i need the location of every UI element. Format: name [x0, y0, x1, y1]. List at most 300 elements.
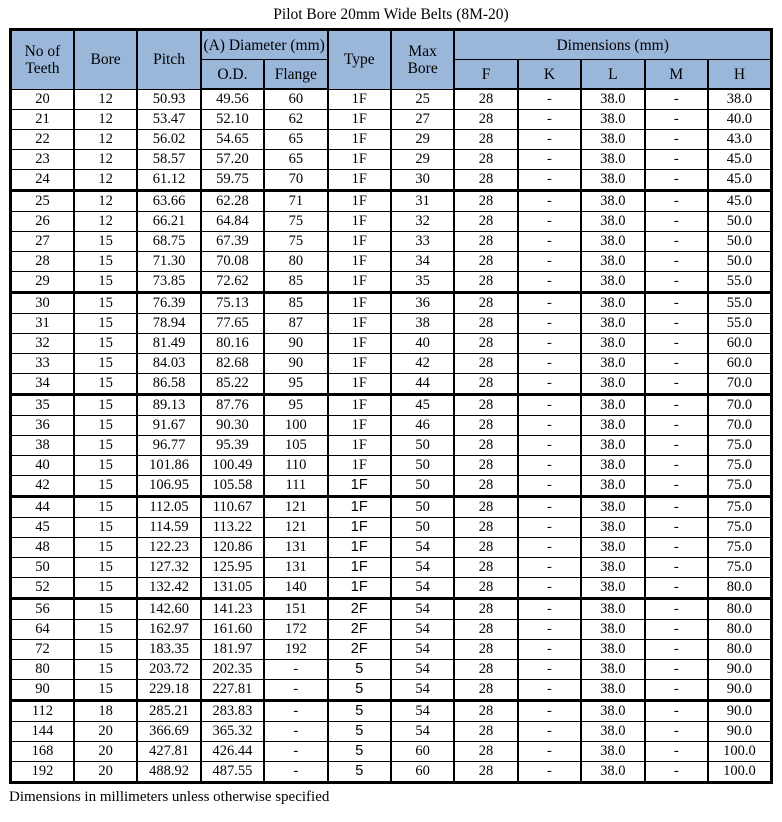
cell-m: -	[645, 374, 708, 395]
cell-pitch: 53.47	[137, 110, 200, 130]
cell-type: 1F	[328, 252, 391, 272]
cell-teeth: 42	[11, 476, 74, 497]
cell-k: -	[518, 314, 581, 334]
cell-l: 38.0	[581, 722, 644, 742]
cell-h: 50.0	[708, 212, 772, 232]
cell-pitch: 91.67	[137, 416, 200, 436]
cell-bore: 20	[74, 762, 137, 783]
cell-max_bore: 50	[391, 497, 454, 518]
cell-teeth: 48	[11, 538, 74, 558]
cell-flange: 85	[264, 293, 327, 314]
cell-k: -	[518, 497, 581, 518]
cell-od: 161.60	[201, 620, 264, 640]
cell-pitch: 101.86	[137, 456, 200, 476]
cell-max_bore: 31	[391, 191, 454, 212]
cell-flange: 121	[264, 497, 327, 518]
cell-od: 141.23	[201, 599, 264, 620]
cell-max_bore: 54	[391, 701, 454, 722]
cell-h: 75.0	[708, 518, 772, 538]
cell-flange: 111	[264, 476, 327, 497]
cell-flange: -	[264, 762, 327, 783]
cell-flange: 60	[264, 89, 327, 110]
cell-l: 38.0	[581, 497, 644, 518]
cell-pitch: 203.72	[137, 660, 200, 680]
cell-flange: 65	[264, 150, 327, 170]
table-row	[11, 334, 772, 354]
cell-h: 75.0	[708, 558, 772, 578]
cell-pitch: 50.93	[137, 89, 200, 110]
cell-f: 28	[454, 436, 517, 456]
cell-f: 28	[454, 640, 517, 660]
cell-m: -	[645, 620, 708, 640]
cell-type: 1F	[328, 578, 391, 599]
cell-k: -	[518, 599, 581, 620]
cell-bore: 15	[74, 456, 137, 476]
cell-type: 1F	[328, 170, 391, 191]
col-header-dim-m: M	[645, 60, 708, 90]
cell-max_bore: 50	[391, 436, 454, 456]
cell-l: 38.0	[581, 354, 644, 374]
cell-pitch: 84.03	[137, 354, 200, 374]
cell-flange: 140	[264, 578, 327, 599]
cell-teeth: 34	[11, 374, 74, 395]
cell-od: 54.65	[201, 130, 264, 150]
cell-l: 38.0	[581, 538, 644, 558]
cell-k: -	[518, 416, 581, 436]
cell-f: 28	[454, 232, 517, 252]
cell-max_bore: 27	[391, 110, 454, 130]
cell-od: 85.22	[201, 374, 264, 395]
cell-m: -	[645, 660, 708, 680]
cell-k: -	[518, 191, 581, 212]
cell-od: 57.20	[201, 150, 264, 170]
cell-f: 28	[454, 374, 517, 395]
table-row	[11, 578, 772, 599]
cell-m: -	[645, 436, 708, 456]
cell-f: 28	[454, 620, 517, 640]
cell-bore: 15	[74, 252, 137, 272]
cell-max_bore: 36	[391, 293, 454, 314]
cell-k: -	[518, 640, 581, 660]
cell-flange: -	[264, 742, 327, 762]
cell-bore: 15	[74, 354, 137, 374]
cell-flange: -	[264, 660, 327, 680]
cell-max_bore: 60	[391, 742, 454, 762]
cell-m: -	[645, 150, 708, 170]
table-row	[11, 518, 772, 538]
cell-teeth: 40	[11, 456, 74, 476]
cell-f: 28	[454, 252, 517, 272]
cell-k: -	[518, 89, 581, 110]
cell-type: 1F	[328, 476, 391, 497]
cell-max_bore: 38	[391, 314, 454, 334]
cell-od: 75.13	[201, 293, 264, 314]
table-row	[11, 436, 772, 456]
cell-pitch: 162.97	[137, 620, 200, 640]
table-row	[11, 701, 772, 722]
cell-bore: 15	[74, 395, 137, 416]
cell-pitch: 63.66	[137, 191, 200, 212]
cell-m: -	[645, 212, 708, 232]
cell-l: 38.0	[581, 518, 644, 538]
cell-flange: -	[264, 680, 327, 701]
cell-teeth: 45	[11, 518, 74, 538]
cell-pitch: 68.75	[137, 232, 200, 252]
table-row	[11, 762, 772, 783]
cell-teeth: 21	[11, 110, 74, 130]
cell-bore: 15	[74, 416, 137, 436]
cell-pitch: 132.42	[137, 578, 200, 599]
cell-pitch: 106.95	[137, 476, 200, 497]
cell-type: 1F	[328, 518, 391, 538]
cell-teeth: 20	[11, 89, 74, 110]
cell-flange: 95	[264, 395, 327, 416]
cell-h: 50.0	[708, 232, 772, 252]
cell-bore: 18	[74, 701, 137, 722]
cell-f: 28	[454, 518, 517, 538]
belt-spec-table	[9, 28, 773, 784]
cell-k: -	[518, 293, 581, 314]
cell-l: 38.0	[581, 762, 644, 783]
table-row	[11, 314, 772, 334]
cell-type: 1F	[328, 130, 391, 150]
cell-max_bore: 54	[391, 722, 454, 742]
cell-od: 105.58	[201, 476, 264, 497]
cell-type: 2F	[328, 599, 391, 620]
cell-od: 67.39	[201, 232, 264, 252]
cell-h: 75.0	[708, 436, 772, 456]
cell-l: 38.0	[581, 599, 644, 620]
cell-m: -	[645, 130, 708, 150]
cell-l: 38.0	[581, 272, 644, 293]
cell-teeth: 36	[11, 416, 74, 436]
cell-pitch: 61.12	[137, 170, 200, 191]
cell-m: -	[645, 538, 708, 558]
cell-k: -	[518, 762, 581, 783]
cell-l: 38.0	[581, 130, 644, 150]
cell-bore: 15	[74, 680, 137, 701]
cell-m: -	[645, 456, 708, 476]
cell-f: 28	[454, 191, 517, 212]
cell-flange: -	[264, 722, 327, 742]
cell-od: 80.16	[201, 334, 264, 354]
cell-l: 38.0	[581, 395, 644, 416]
cell-flange: 131	[264, 538, 327, 558]
table-row	[11, 538, 772, 558]
cell-type: 1F	[328, 212, 391, 232]
cell-bore: 15	[74, 578, 137, 599]
cell-type: 1F	[328, 436, 391, 456]
table-row	[11, 680, 772, 701]
cell-max_bore: 32	[391, 212, 454, 232]
cell-l: 38.0	[581, 660, 644, 680]
cell-type: 1F	[328, 272, 391, 293]
cell-h: 90.0	[708, 680, 772, 701]
cell-type: 5	[328, 680, 391, 701]
cell-m: -	[645, 742, 708, 762]
cell-f: 28	[454, 742, 517, 762]
cell-type: 5	[328, 762, 391, 783]
cell-bore: 15	[74, 272, 137, 293]
table-row	[11, 191, 772, 212]
cell-f: 28	[454, 762, 517, 783]
cell-od: 82.68	[201, 354, 264, 374]
cell-max_bore: 54	[391, 599, 454, 620]
cell-k: -	[518, 354, 581, 374]
cell-type: 1F	[328, 558, 391, 578]
cell-od: 87.76	[201, 395, 264, 416]
cell-type: 1F	[328, 395, 391, 416]
cell-m: -	[645, 334, 708, 354]
cell-f: 28	[454, 456, 517, 476]
cell-bore: 12	[74, 89, 137, 110]
cell-l: 38.0	[581, 436, 644, 456]
cell-k: -	[518, 578, 581, 599]
cell-l: 38.0	[581, 701, 644, 722]
cell-flange: 110	[264, 456, 327, 476]
cell-l: 38.0	[581, 680, 644, 701]
cell-teeth: 192	[11, 762, 74, 783]
table-body	[11, 89, 772, 783]
cell-teeth: 23	[11, 150, 74, 170]
cell-bore: 15	[74, 620, 137, 640]
cell-m: -	[645, 89, 708, 110]
table-row	[11, 742, 772, 762]
cell-h: 45.0	[708, 170, 772, 191]
cell-m: -	[645, 518, 708, 538]
cell-k: -	[518, 558, 581, 578]
cell-h: 60.0	[708, 334, 772, 354]
cell-l: 38.0	[581, 232, 644, 252]
cell-od: 202.35	[201, 660, 264, 680]
cell-teeth: 44	[11, 497, 74, 518]
cell-f: 28	[454, 578, 517, 599]
cell-l: 38.0	[581, 742, 644, 762]
cell-teeth: 72	[11, 640, 74, 660]
cell-l: 38.0	[581, 578, 644, 599]
cell-flange: 70	[264, 170, 327, 191]
cell-pitch: 112.05	[137, 497, 200, 518]
cell-od: 100.49	[201, 456, 264, 476]
table-row	[11, 416, 772, 436]
cell-teeth: 52	[11, 578, 74, 599]
cell-teeth: 27	[11, 232, 74, 252]
cell-f: 28	[454, 538, 517, 558]
cell-f: 28	[454, 354, 517, 374]
cell-l: 38.0	[581, 293, 644, 314]
cell-flange: 172	[264, 620, 327, 640]
cell-k: -	[518, 395, 581, 416]
table-row	[11, 722, 772, 742]
cell-od: 70.08	[201, 252, 264, 272]
cell-flange: 75	[264, 232, 327, 252]
cell-teeth: 24	[11, 170, 74, 191]
cell-k: -	[518, 272, 581, 293]
cell-type: 5	[328, 701, 391, 722]
cell-teeth: 28	[11, 252, 74, 272]
cell-flange: 192	[264, 640, 327, 660]
cell-m: -	[645, 497, 708, 518]
cell-k: -	[518, 212, 581, 232]
cell-od: 77.65	[201, 314, 264, 334]
col-header-dim-k: K	[518, 60, 581, 90]
col-header-no-of-teeth: No of Teeth	[11, 30, 74, 90]
cell-bore: 15	[74, 497, 137, 518]
cell-flange: 90	[264, 354, 327, 374]
cell-h: 45.0	[708, 191, 772, 212]
cell-type: 1F	[328, 110, 391, 130]
cell-max_bore: 50	[391, 456, 454, 476]
cell-l: 38.0	[581, 89, 644, 110]
cell-m: -	[645, 762, 708, 783]
cell-l: 38.0	[581, 374, 644, 395]
cell-f: 28	[454, 170, 517, 191]
cell-k: -	[518, 150, 581, 170]
cell-k: -	[518, 742, 581, 762]
cell-teeth: 80	[11, 660, 74, 680]
cell-h: 43.0	[708, 130, 772, 150]
cell-flange: 87	[264, 314, 327, 334]
cell-flange: 65	[264, 130, 327, 150]
table-row	[11, 150, 772, 170]
cell-h: 100.0	[708, 742, 772, 762]
cell-m: -	[645, 558, 708, 578]
cell-m: -	[645, 191, 708, 212]
cell-h: 80.0	[708, 620, 772, 640]
cell-od: 52.10	[201, 110, 264, 130]
cell-h: 38.0	[708, 89, 772, 110]
cell-od: 72.62	[201, 272, 264, 293]
cell-k: -	[518, 456, 581, 476]
cell-type: 2F	[328, 620, 391, 640]
cell-h: 100.0	[708, 762, 772, 783]
cell-teeth: 112	[11, 701, 74, 722]
cell-type: 1F	[328, 538, 391, 558]
cell-type: 1F	[328, 89, 391, 110]
cell-f: 28	[454, 110, 517, 130]
table-row	[11, 272, 772, 293]
cell-bore: 12	[74, 170, 137, 191]
cell-h: 70.0	[708, 416, 772, 436]
cell-m: -	[645, 722, 708, 742]
cell-f: 28	[454, 476, 517, 497]
cell-f: 28	[454, 416, 517, 436]
cell-h: 75.0	[708, 497, 772, 518]
cell-pitch: 229.18	[137, 680, 200, 701]
cell-f: 28	[454, 314, 517, 334]
cell-h: 80.0	[708, 599, 772, 620]
table-row	[11, 293, 772, 314]
cell-pitch: 66.21	[137, 212, 200, 232]
cell-max_bore: 54	[391, 680, 454, 701]
cell-k: -	[518, 680, 581, 701]
cell-pitch: 78.94	[137, 314, 200, 334]
cell-m: -	[645, 170, 708, 191]
cell-od: 110.67	[201, 497, 264, 518]
cell-pitch: 76.39	[137, 293, 200, 314]
table-row	[11, 212, 772, 232]
cell-l: 38.0	[581, 314, 644, 334]
cell-max_bore: 29	[391, 150, 454, 170]
cell-pitch: 89.13	[137, 395, 200, 416]
cell-flange: 80	[264, 252, 327, 272]
cell-pitch: 285.21	[137, 701, 200, 722]
cell-flange: 90	[264, 334, 327, 354]
cell-bore: 15	[74, 640, 137, 660]
cell-flange: 131	[264, 558, 327, 578]
cell-l: 38.0	[581, 212, 644, 232]
cell-bore: 12	[74, 212, 137, 232]
cell-max_bore: 25	[391, 89, 454, 110]
cell-pitch: 366.69	[137, 722, 200, 742]
cell-bore: 15	[74, 476, 137, 497]
cell-max_bore: 44	[391, 374, 454, 395]
cell-flange: 71	[264, 191, 327, 212]
cell-l: 38.0	[581, 640, 644, 660]
cell-bore: 15	[74, 558, 137, 578]
cell-flange: 105	[264, 436, 327, 456]
cell-k: -	[518, 701, 581, 722]
cell-k: -	[518, 518, 581, 538]
cell-f: 28	[454, 558, 517, 578]
col-header-flange: Flange	[264, 60, 327, 90]
cell-h: 55.0	[708, 293, 772, 314]
col-header-dim-f: F	[454, 60, 517, 90]
cell-f: 28	[454, 89, 517, 110]
cell-max_bore: 54	[391, 558, 454, 578]
cell-teeth: 64	[11, 620, 74, 640]
cell-bore: 20	[74, 742, 137, 762]
cell-flange: 100	[264, 416, 327, 436]
cell-f: 28	[454, 599, 517, 620]
cell-bore: 15	[74, 436, 137, 456]
cell-type: 1F	[328, 314, 391, 334]
col-header-dim-l: L	[581, 60, 644, 90]
cell-f: 28	[454, 334, 517, 354]
cell-f: 28	[454, 722, 517, 742]
cell-pitch: 96.77	[137, 436, 200, 456]
cell-flange: -	[264, 701, 327, 722]
cell-f: 28	[454, 395, 517, 416]
cell-max_bore: 46	[391, 416, 454, 436]
table-row	[11, 89, 772, 110]
cell-max_bore: 30	[391, 170, 454, 191]
cell-k: -	[518, 436, 581, 456]
cell-type: 1F	[328, 293, 391, 314]
cell-teeth: 144	[11, 722, 74, 742]
cell-pitch: 58.57	[137, 150, 200, 170]
cell-l: 38.0	[581, 334, 644, 354]
cell-max_bore: 54	[391, 578, 454, 599]
cell-flange: 85	[264, 272, 327, 293]
cell-teeth: 168	[11, 742, 74, 762]
cell-h: 90.0	[708, 701, 772, 722]
cell-flange: 62	[264, 110, 327, 130]
table-row	[11, 599, 772, 620]
cell-h: 55.0	[708, 272, 772, 293]
cell-bore: 15	[74, 314, 137, 334]
cell-pitch: 114.59	[137, 518, 200, 538]
cell-h: 60.0	[708, 354, 772, 374]
table-row	[11, 558, 772, 578]
cell-m: -	[645, 599, 708, 620]
cell-bore: 12	[74, 110, 137, 130]
table-row	[11, 395, 772, 416]
cell-teeth: 35	[11, 395, 74, 416]
cell-m: -	[645, 354, 708, 374]
cell-teeth: 26	[11, 212, 74, 232]
cell-h: 75.0	[708, 538, 772, 558]
